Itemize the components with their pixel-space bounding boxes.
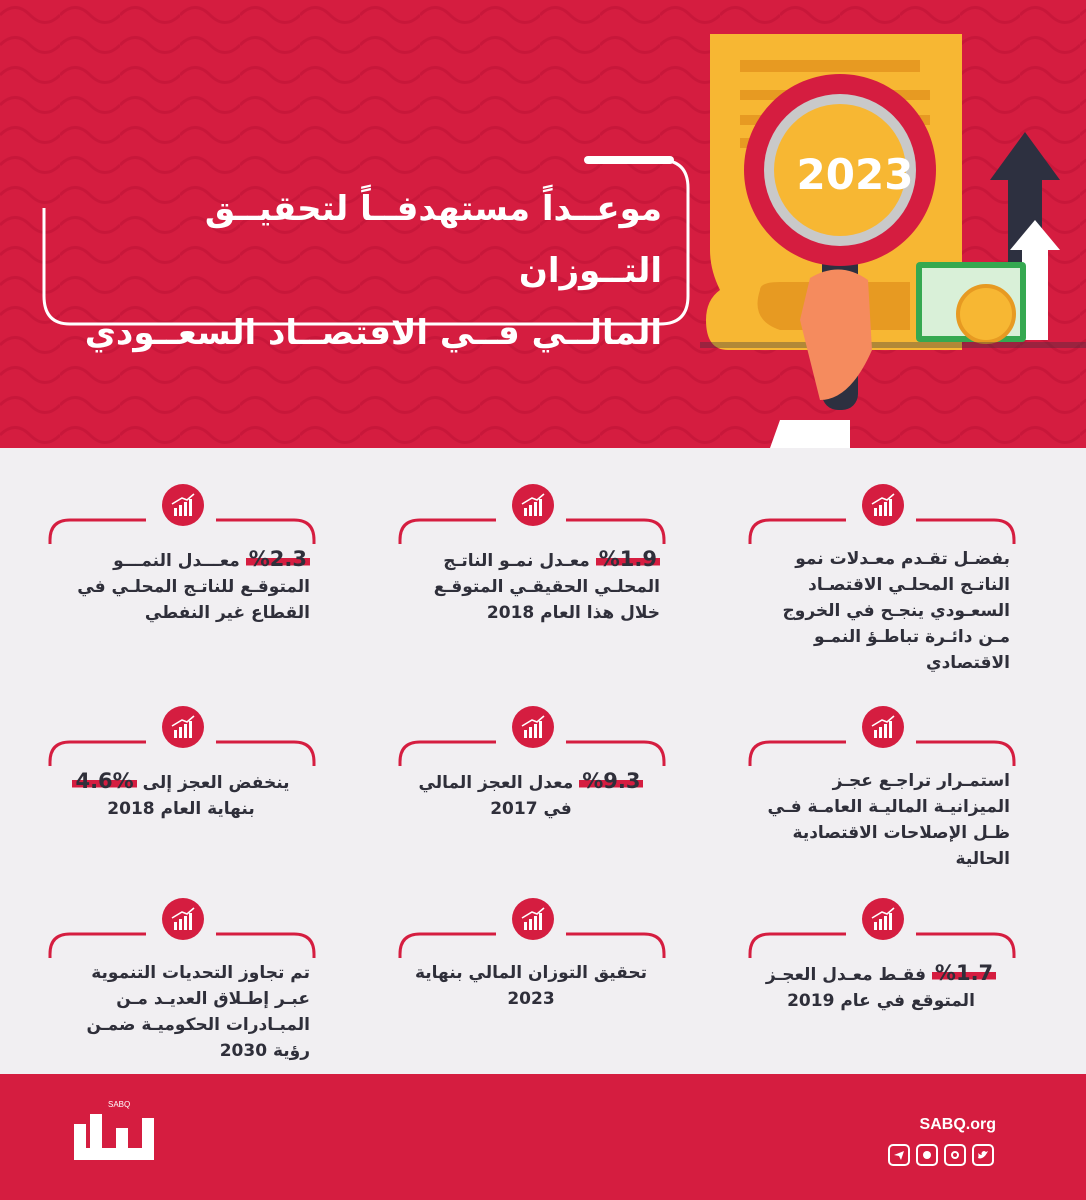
info-card-deficit-2019 (746, 898, 1020, 1048)
card-text (52, 546, 310, 626)
title-line-2: المالــي فــي الاقتصــاد السعــودي (84, 313, 662, 353)
cards-grid (0, 448, 1086, 1074)
telegram-icon[interactable] (888, 1144, 910, 1166)
card-text (402, 546, 660, 626)
percent-value: %9.3 (579, 769, 643, 793)
card-text (752, 960, 1010, 1014)
card-body: معدل العجز المالي في 2017 (418, 773, 574, 819)
card-lead: ينخفض العجز إلى (142, 773, 290, 793)
growth-chart-icon (862, 706, 904, 748)
info-card-real-gdp (396, 484, 670, 634)
growth-chart-icon (162, 484, 204, 526)
hero-section (0, 0, 1086, 448)
info-card-vision-2030 (46, 898, 320, 1061)
info-card-nonoil-gdp (46, 484, 320, 634)
growth-chart-icon (512, 706, 554, 748)
info-card-growth-exit (746, 484, 1020, 673)
growth-chart-icon (862, 898, 904, 940)
twitter-icon[interactable] (972, 1144, 994, 1166)
page-title (62, 178, 662, 364)
snapchat-icon[interactable] (916, 1144, 938, 1166)
title-box (40, 156, 692, 353)
card-body: معـدل نمـو الناتـج المحلـي الحقيقـي المتوقـع خلال هذا العام 2018 (433, 551, 660, 623)
card-text: استمـرار تراجـع عجـز الميزانيـة الماليـة العامـة فـي ظـل الإصلاحات الاقتصادية الحالية (767, 771, 1010, 869)
info-card-deficit-2018 (46, 706, 320, 856)
year-label: 2023 (796, 150, 914, 199)
info-card-deficit-decline (746, 706, 1020, 869)
growth-chart-icon (862, 484, 904, 526)
percent-value: %4.6 (72, 769, 136, 793)
card-text (402, 768, 660, 822)
card-body: بنهاية العام 2018 (107, 799, 255, 819)
card-text: تم تجاوز التحديات التنموية عبـر إطـلاق العديـد مـن المبـادرات الحكوميـة ضمـن رؤية 2030 (86, 963, 310, 1061)
growth-chart-icon (512, 898, 554, 940)
sabq-logo (70, 1104, 160, 1166)
title-line-1: موعــداً مستهدفــاً لتحقيــق التــوزان (204, 189, 662, 291)
instagram-icon[interactable] (944, 1144, 966, 1166)
site-url[interactable]: SABQ.org (919, 1116, 996, 1133)
card-body: معـــدل النمـــو المتوقـع للناتـج المحلـي في القطاع غير النفطي (77, 551, 310, 623)
growth-chart-icon (162, 706, 204, 748)
info-card-balance-2023 (396, 898, 670, 1048)
percent-value: %2.3 (246, 547, 310, 571)
footer (0, 1074, 1086, 1200)
growth-chart-icon (162, 898, 204, 940)
card-text: تحقيق التوزان المالي بنهاية 2023 (414, 963, 647, 1009)
card-text: بفضـل تقـدم معـدلات نمو الناتـج المحلـي الاقتصـاد السعـودي ينجـح في الخروج مـن دائـرة تباطـؤ النمـو الاقتصادي (782, 549, 1010, 673)
percent-value: %1.9 (596, 547, 660, 571)
card-body: فقـط معـدل العجـز المتوقع في عام 2019 (765, 965, 975, 1011)
percent-value: %1.7 (932, 961, 996, 985)
growth-chart-icon (512, 484, 554, 526)
logo-caption: SABQ (108, 1100, 131, 1109)
social-links (888, 1144, 994, 1166)
card-text (52, 768, 310, 822)
info-card-deficit-2017 (396, 706, 670, 856)
magnifier-illustration (700, 20, 1086, 448)
